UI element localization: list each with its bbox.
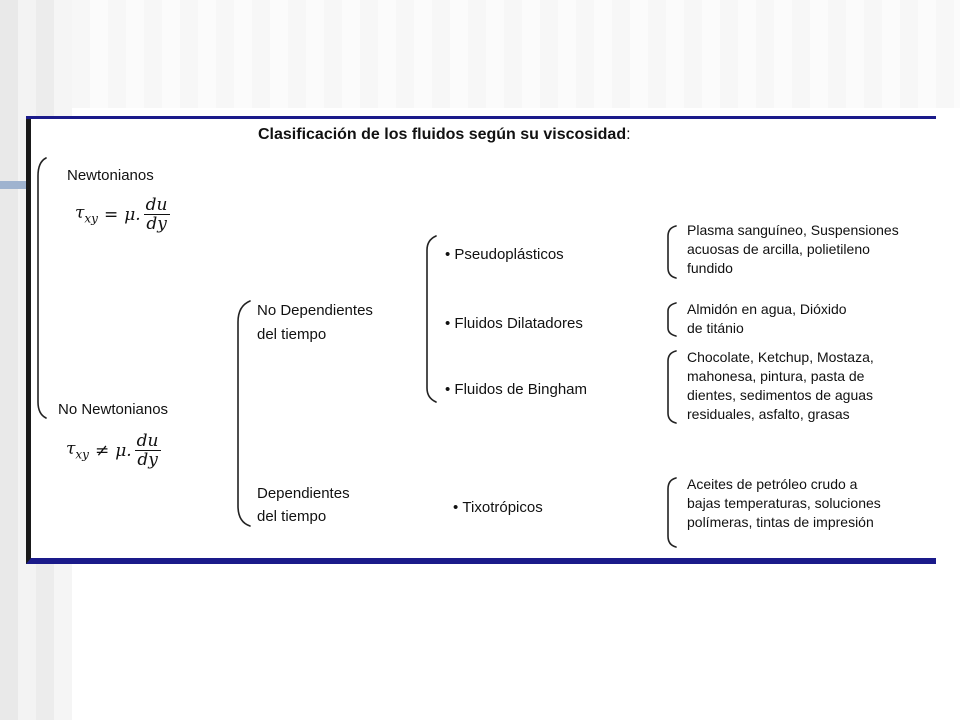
examples-dilatadores: [687, 300, 847, 338]
non-newtonian-formula-lhs: [66, 439, 89, 461]
non-newtonian-tau-subscript: xy: [75, 447, 89, 462]
non-newtonian-formula: [66, 432, 161, 469]
example-line: bajas temperaturas, soluciones: [687, 495, 881, 511]
non-newtonian-operator: ≠: [94, 440, 110, 461]
newtonian-mu: μ.: [124, 204, 141, 225]
newtonian-numerator: du: [145, 195, 168, 215]
type-pseudoplasticos: • Pseudoplásticos: [445, 245, 564, 264]
newtonian-tau: τ: [75, 203, 85, 224]
figure-panel-top-border: [26, 116, 936, 119]
dependientes-line1: Dependientes: [257, 485, 350, 502]
example-line: Aceites de petróleo crudo a: [687, 476, 858, 492]
newtonian-tau-subscript: xy: [84, 211, 98, 226]
newtonian-denominator: dy: [146, 214, 167, 234]
examples-tixotropicos: [687, 475, 881, 532]
newtonian-formula-lhs: [75, 203, 98, 225]
diagram-title-colon: :: [626, 126, 631, 143]
dependientes-line2: del tiempo: [257, 508, 327, 525]
newtonian-fraction: [144, 196, 170, 233]
examples-pseudoplasticos: [687, 221, 899, 278]
diagram-title: [258, 125, 631, 144]
no-dependientes-line1: No Dependientes: [257, 302, 373, 319]
example-line: de titánio: [687, 320, 744, 336]
example-line: fundido: [687, 260, 733, 276]
non-newtonian-tau: τ: [66, 439, 76, 460]
example-line: Chocolate, Ketchup, Mostaza,: [687, 349, 874, 365]
example-line: dientes, sedimentos de aguas: [687, 387, 874, 403]
example-line: acuosas de arcilla, polietileno: [687, 241, 870, 257]
example-line: residuales, asfalto, grasas: [687, 406, 850, 422]
non-newtonian-numerator: du: [136, 431, 159, 451]
slide-background-stripes: [72, 0, 960, 108]
no-newtonianos-label: No Newtonianos: [58, 401, 169, 418]
no-dependientes-line2: del tiempo: [257, 326, 327, 343]
non-newtonian-denominator: dy: [137, 450, 158, 470]
example-line: mahonesa, pintura, pasta de: [687, 368, 865, 384]
newtonian-operator: =: [103, 204, 119, 225]
non-newtonian-mu: μ.: [115, 440, 132, 461]
type-bingham: • Fluidos de Bingham: [445, 380, 587, 399]
newtonian-formula: [75, 196, 170, 233]
type-dilatadores: • Fluidos Dilatadores: [445, 314, 583, 333]
examples-bingham: [687, 348, 874, 424]
type-tixotropicos: • Tixotrópicos: [453, 498, 543, 517]
diagram-title-text: Clasificación de los fluidos según su viscosidad: [258, 126, 627, 143]
non-newtonian-fraction: [135, 432, 161, 469]
example-line: Plasma sanguíneo, Suspensiones: [687, 222, 899, 238]
example-line: Almidón en agua, Dióxido: [687, 301, 847, 317]
example-line: polímeras, tintas de impresión: [687, 514, 874, 530]
newtonianos-label: Newtonianos: [67, 167, 154, 184]
